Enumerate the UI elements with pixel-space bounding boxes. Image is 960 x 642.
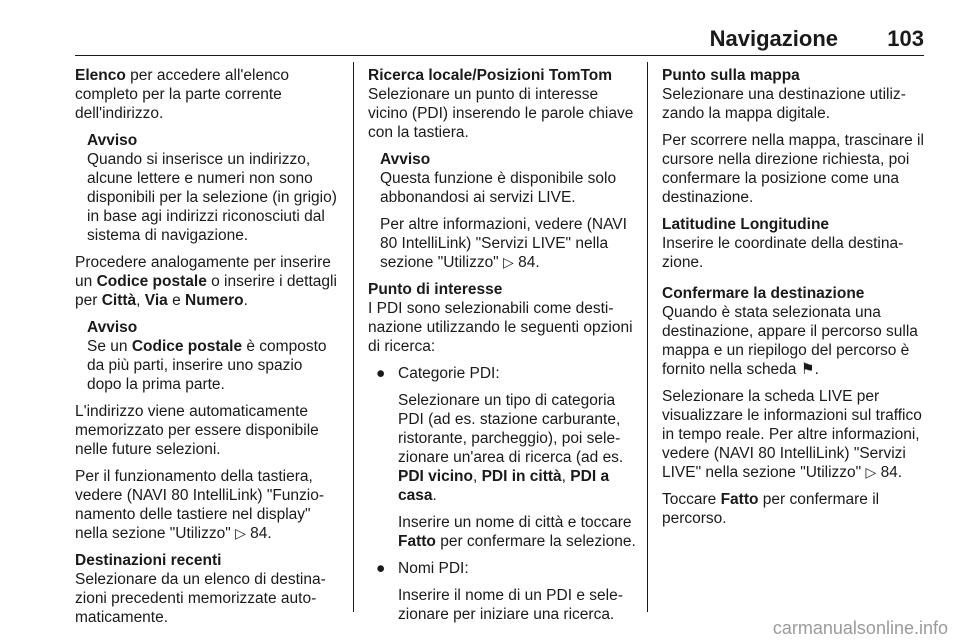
live-tab-paragraph	[662, 387, 930, 482]
page-title: Navigazione	[709, 26, 838, 51]
fatto-term: Fatto	[398, 533, 436, 550]
codice-postale-term: Codice postale	[96, 273, 207, 290]
pdi-in-citta-term: PDI in città	[481, 468, 562, 485]
recent-destinations-heading: Destinazioni recenti	[75, 552, 222, 569]
column-1	[75, 66, 341, 635]
elenco-term: Elenco	[75, 67, 126, 84]
reference-arrow-icon: ▷	[865, 464, 877, 480]
text-span: Selezionare la scheda LIVE per visualizzare le informazioni sul traffico in tempo reale. Per altre informazioni, vedere (NAVI 80 IntelliLink) "Servizi LIVE" nella sezione "Utilizzo"	[662, 388, 922, 481]
text-span: Procedere analogamente per inserire un	[75, 254, 331, 290]
list-item	[368, 559, 636, 578]
flag-icon: ⚑	[800, 361, 815, 378]
note-3-text: Questa funzione è disponibile solo abbonandosi ai servizi LIVE.	[380, 170, 617, 206]
procedure-paragraph	[75, 253, 341, 310]
citta-term: Città	[101, 292, 137, 309]
note-3	[368, 150, 636, 272]
lat-long-section	[662, 215, 930, 272]
pdi-vicino-term: PDI vicino	[398, 468, 473, 485]
list-item-detail	[368, 513, 636, 551]
recent-destinations-section	[75, 551, 341, 627]
poi-heading: Punto di interesse	[368, 281, 503, 298]
poi-text: I PDI sono selezionabili come destinazione utilizzando le seguenti opzioni di ricerca:	[368, 300, 633, 355]
text-span: Per il funzionamento della tastiera, vedere (NAVI 80 IntelliLink) "Funzionamento delle tastiere nel display" nella sezione "Utilizzo"	[75, 468, 325, 542]
reference-arrow-icon: ▷	[235, 525, 246, 541]
text-span: Se un	[87, 338, 132, 355]
column-2	[368, 66, 636, 632]
map-point-heading: Punto sulla mappa	[662, 67, 800, 84]
lat-long-text: Inserire le coordinate della destinazione.	[662, 235, 904, 271]
elenco-paragraph	[75, 66, 341, 123]
page-reference-link[interactable]: 84.	[880, 464, 903, 481]
note-2	[75, 318, 341, 394]
list-item-detail	[368, 391, 636, 505]
confirm-destination-section	[662, 284, 930, 379]
list-item-label: Nomi PDI:	[398, 560, 469, 577]
fatto-term: Fatto	[720, 491, 759, 508]
note-3-text-2: Per altre informazioni, vedere (NAVI 80 IntelliLink) "Servizi LIVE" nella sezione "Utilizzo"	[380, 216, 627, 271]
text-span: ,	[136, 292, 145, 309]
column-divider-1	[353, 62, 354, 612]
text-span: o inserire i dettagli per	[75, 273, 337, 309]
text-span: .	[814, 361, 819, 378]
note-2-title: Avviso	[87, 319, 138, 336]
text-span: ,	[561, 468, 571, 485]
local-search-heading: Ricerca locale/Posizioni TomTom	[368, 67, 613, 84]
numero-term: Numero	[185, 292, 244, 309]
column-3	[662, 66, 930, 536]
lat-long-heading: Latitudine Longitudine	[662, 216, 830, 233]
text-span: per confermare il percorso.	[662, 491, 880, 527]
bullet-icon: ●	[376, 560, 386, 577]
map-point-text: Selezionare una destinazione utilizzando la mappa digitale.	[662, 86, 906, 122]
note-3-title: Avviso	[380, 151, 431, 168]
elenco-text: per accedere all'elenco completo per la parte corrente dell'indirizzo.	[75, 67, 290, 122]
column-divider-2	[647, 62, 648, 612]
text-span: .	[243, 292, 248, 309]
list-item	[368, 364, 636, 383]
note-1	[75, 131, 341, 245]
header-divider	[75, 55, 924, 56]
page-reference-link[interactable]: 84.	[518, 254, 540, 271]
confirm-destination-text: Quando è stata selezionata una destinazione, appare il percorso sulla mappa e un riepilogo del percorso è fornito nella scheda	[662, 304, 918, 378]
codice-postale-term: Codice postale	[131, 338, 243, 355]
memorize-paragraph: L'indirizzo viene automaticamente memorizzato per essere disponibile nelle future selezioni.	[75, 403, 319, 458]
text-span: e	[167, 292, 186, 309]
note-1-title: Avviso	[87, 132, 138, 149]
note-1-text: Quando si inserisce un indirizzo, alcune lettere e numeri non sono disponibili per la selezione (in grigio) in base agi indirizzi riconosciuti dal sistema di navigazione.	[87, 151, 337, 244]
keyboard-paragraph	[75, 467, 341, 543]
confirm-destination-heading: Confermare la destinazione	[662, 285, 865, 302]
text-span: .	[432, 487, 437, 504]
map-scroll-paragraph: Per scorrere nella mappa, trascinare il cursore nella direzione richiesta, poi confermare la posizione come una destinazione.	[662, 132, 924, 206]
list-item-detail: Inserire il nome di un PDI e selezionare per iniziare una ricerca.	[398, 587, 623, 623]
text-span: Selezionare un tipo di categoria PDI (ad es. stazione carburante, ristorante, parcheggio), poi selezionare un'area di ricerca (ad es.	[398, 392, 624, 466]
watermark-text: carmanualsonline.info	[772, 618, 948, 638]
poi-section	[368, 280, 636, 356]
pdi-a-casa-term: PDI a casa	[398, 468, 610, 504]
page-reference-link[interactable]: 84.	[250, 525, 272, 542]
text-span: ,	[472, 468, 482, 485]
text-span: è composto da più parti, inserire uno spazio dopo la prima parte.	[87, 338, 327, 393]
confirm-route-paragraph	[662, 490, 930, 528]
bullet-icon: ●	[376, 365, 386, 382]
text-span: per confermare la selezione.	[435, 533, 636, 550]
page-number: 103	[887, 26, 924, 51]
list-item-label: Categorie PDI:	[398, 365, 500, 382]
via-term: Via	[144, 292, 168, 309]
text-span: Toccare	[662, 491, 721, 508]
local-search-text: Selezionare un punto di interesse vicino (PDI) inserendo le parole chiave con la tastiera.	[368, 86, 634, 141]
reference-arrow-icon: ▷	[503, 254, 514, 270]
local-search-section	[368, 66, 636, 142]
text-span: Inserire un nome di città e toccare	[398, 514, 632, 531]
recent-destinations-text: Selezionare da un elenco di destinazioni precedenti memorizzate automaticamente.	[75, 571, 326, 626]
map-point-section	[662, 66, 930, 123]
